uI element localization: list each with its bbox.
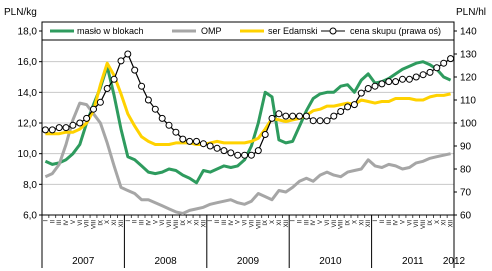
series-point bbox=[187, 138, 193, 144]
month-label: VII bbox=[331, 220, 338, 228]
month-label: IX bbox=[345, 220, 352, 226]
month-label: VI bbox=[160, 220, 167, 226]
series-point bbox=[269, 115, 275, 121]
month-label: V bbox=[235, 220, 242, 225]
month-label: VII bbox=[414, 220, 421, 228]
series-point bbox=[214, 145, 220, 151]
series-point bbox=[139, 83, 145, 89]
month-label: III bbox=[386, 220, 393, 226]
series-point bbox=[173, 129, 179, 135]
month-label: II bbox=[215, 220, 222, 224]
right-y-axis bbox=[454, 27, 477, 222]
series-point bbox=[310, 118, 316, 124]
series-point bbox=[97, 99, 103, 105]
right-tick-label: 80 bbox=[460, 164, 472, 176]
month-label: XII bbox=[448, 220, 455, 228]
series-point bbox=[91, 106, 97, 112]
series-point bbox=[70, 122, 76, 128]
right-tick-label: 90 bbox=[460, 141, 472, 153]
series-point bbox=[317, 118, 323, 124]
right-tick-label: 120 bbox=[460, 72, 477, 84]
series-point bbox=[379, 81, 385, 87]
series-point bbox=[365, 86, 371, 92]
legend-label-maslo: masło w blokach bbox=[77, 26, 144, 36]
left-y-axis bbox=[18, 27, 42, 222]
left-tick-label: 6,0 bbox=[23, 210, 37, 222]
month-label: XII bbox=[118, 220, 125, 228]
series-point bbox=[235, 152, 241, 158]
series-point bbox=[427, 69, 433, 75]
month-label: VIII bbox=[421, 220, 428, 230]
month-label: I bbox=[208, 220, 215, 222]
series-point bbox=[372, 83, 378, 89]
month-label: XII bbox=[201, 220, 208, 228]
series-point bbox=[331, 113, 337, 119]
series-point bbox=[406, 76, 412, 82]
series-point bbox=[111, 76, 117, 82]
series-point bbox=[345, 104, 351, 110]
right-tick-label: 110 bbox=[460, 95, 476, 107]
series-point bbox=[283, 113, 289, 119]
series-point bbox=[166, 122, 172, 128]
series-point bbox=[441, 60, 447, 66]
series-point bbox=[63, 125, 69, 131]
series-point bbox=[297, 113, 303, 119]
series-point bbox=[56, 125, 62, 131]
month-label: VI bbox=[324, 220, 331, 226]
series-point bbox=[413, 74, 419, 80]
left-tick-label: 10,0 bbox=[17, 149, 37, 161]
month-label: III bbox=[139, 220, 146, 226]
series-point bbox=[77, 120, 83, 126]
series-point bbox=[386, 79, 392, 85]
month-label: I bbox=[373, 220, 380, 222]
month-label: IV bbox=[393, 220, 400, 226]
month-label: X bbox=[434, 220, 441, 225]
month-label: II bbox=[379, 220, 386, 224]
month-label: XI bbox=[441, 220, 448, 226]
month-label: VII bbox=[84, 220, 91, 228]
left-tick-label: 12,0 bbox=[17, 118, 37, 130]
series-point bbox=[221, 148, 227, 154]
left-axis-unit: PLN/kg bbox=[4, 7, 37, 18]
month-label: I bbox=[290, 220, 297, 222]
month-label: I bbox=[43, 220, 50, 222]
series-point bbox=[159, 115, 165, 121]
month-label: V bbox=[318, 220, 325, 225]
month-label: III bbox=[304, 220, 311, 226]
month-label: IV bbox=[64, 220, 71, 226]
month-label: III bbox=[57, 220, 64, 226]
month-label: II bbox=[50, 220, 57, 224]
month-label: VIII bbox=[256, 220, 263, 230]
series-point bbox=[420, 72, 426, 78]
month-label: VIII bbox=[91, 220, 98, 230]
legend bbox=[42, 22, 454, 40]
right-axis-unit: PLN/hl bbox=[456, 7, 487, 18]
series-point bbox=[104, 86, 110, 92]
month-label: IV bbox=[311, 220, 318, 226]
series-layer bbox=[42, 51, 453, 214]
month-label: IV bbox=[146, 220, 153, 226]
series-point bbox=[125, 51, 131, 57]
month-label: VIII bbox=[338, 220, 345, 230]
month-label: XI bbox=[194, 220, 201, 226]
year-label: 2010 bbox=[319, 256, 342, 267]
right-tick-label: 140 bbox=[460, 26, 477, 38]
year-label: 2008 bbox=[154, 256, 177, 267]
month-label: IX bbox=[180, 220, 187, 226]
month-label: IV bbox=[228, 220, 235, 226]
series-point bbox=[338, 109, 344, 115]
series-point bbox=[132, 67, 138, 73]
series-point bbox=[242, 152, 248, 158]
series-line-2 bbox=[45, 63, 450, 144]
legend-label-cena: cena skupu (prawa oś) bbox=[350, 26, 442, 36]
month-label: XII bbox=[283, 220, 290, 228]
right-tick-label: 60 bbox=[460, 210, 472, 222]
left-tick-label: 8,0 bbox=[23, 179, 37, 191]
series-point bbox=[145, 97, 151, 103]
legend-label-ser: ser Edamski bbox=[268, 26, 318, 36]
year-label: 2009 bbox=[236, 256, 260, 267]
month-label: IX bbox=[427, 220, 434, 226]
legend-marker-cena bbox=[330, 28, 336, 34]
series-point bbox=[303, 113, 309, 119]
right-tick-label: 70 bbox=[460, 187, 472, 199]
series-point bbox=[228, 150, 234, 156]
left-tick-label: 14,0 bbox=[17, 87, 37, 99]
month-label: V bbox=[70, 220, 77, 225]
month-label: XI bbox=[276, 220, 283, 226]
series-point bbox=[434, 65, 440, 71]
month-label: I bbox=[125, 220, 132, 222]
month-label: VII bbox=[249, 220, 256, 228]
series-point bbox=[276, 111, 282, 117]
right-tick-label: 130 bbox=[460, 49, 477, 61]
month-label: X bbox=[187, 220, 194, 225]
month-label: III bbox=[221, 220, 228, 226]
series-point bbox=[49, 127, 55, 133]
month-label: XI bbox=[359, 220, 366, 226]
month-label: VI bbox=[407, 220, 414, 226]
series-point bbox=[448, 56, 454, 62]
series-point bbox=[207, 143, 213, 149]
series-point bbox=[248, 152, 254, 158]
series-point bbox=[200, 141, 206, 147]
series-point bbox=[324, 118, 330, 124]
series-point bbox=[358, 90, 364, 96]
series-point bbox=[351, 102, 357, 108]
year-label: 2012 bbox=[442, 256, 466, 267]
month-label: V bbox=[400, 220, 407, 225]
year-label: 2011 bbox=[402, 256, 424, 267]
series-point bbox=[118, 58, 124, 64]
left-tick-label: 18,0 bbox=[17, 26, 37, 38]
month-label: XI bbox=[112, 220, 119, 226]
month-label: VIII bbox=[173, 220, 180, 230]
year-label: 2007 bbox=[72, 256, 95, 267]
month-label: X bbox=[270, 220, 277, 225]
legend-label-omp: OMP bbox=[201, 26, 222, 36]
series-point bbox=[255, 148, 261, 154]
series-line-1 bbox=[45, 103, 450, 213]
series-point bbox=[400, 76, 406, 82]
x-axis bbox=[42, 215, 466, 268]
right-tick-label: 100 bbox=[460, 118, 477, 130]
month-label: IX bbox=[98, 220, 105, 226]
series-point bbox=[84, 115, 90, 121]
month-label: VI bbox=[242, 220, 249, 226]
month-label: II bbox=[132, 220, 139, 224]
month-label: VII bbox=[167, 220, 174, 228]
left-tick-label: 16,0 bbox=[17, 57, 37, 69]
month-label: X bbox=[352, 220, 359, 225]
series-point bbox=[42, 127, 48, 133]
series-point bbox=[262, 132, 268, 138]
series-point bbox=[180, 136, 186, 142]
month-label: V bbox=[153, 220, 160, 225]
month-label: IX bbox=[263, 220, 270, 226]
month-label: X bbox=[105, 220, 112, 225]
series-point bbox=[393, 79, 399, 85]
series-point bbox=[290, 113, 296, 119]
month-label: II bbox=[297, 220, 304, 224]
month-label: VI bbox=[77, 220, 84, 226]
series-point bbox=[194, 138, 200, 144]
series-point bbox=[152, 106, 158, 112]
month-label: XII bbox=[366, 220, 373, 228]
